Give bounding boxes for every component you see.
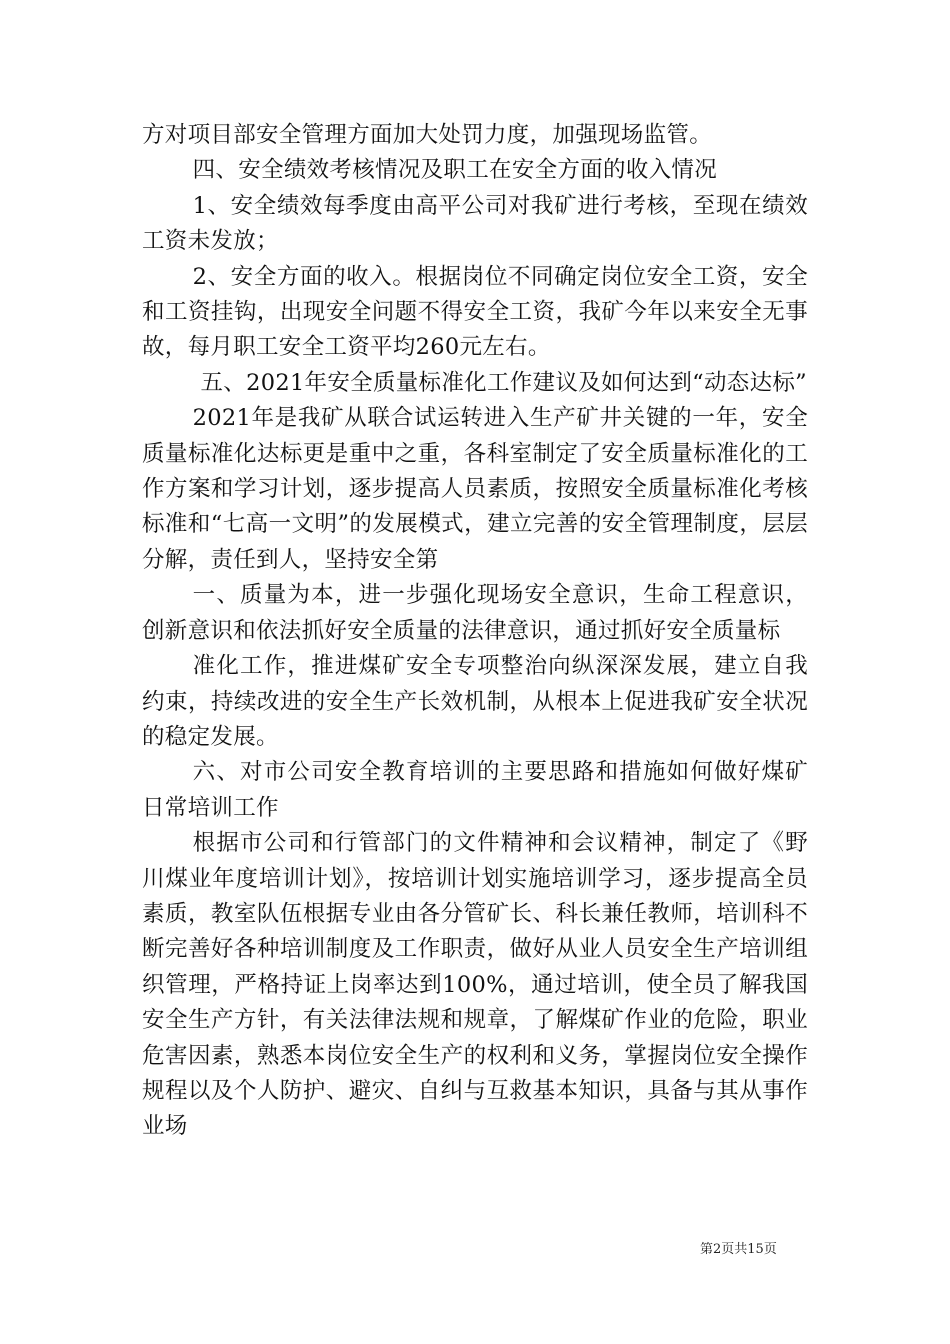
paragraph-training: 根据市公司和行管部门的文件精神和会议精神，制定了《野川煤业年度培训计划》，按培训计划实施培训学习，逐步提高全员素质，教室队伍根据专业由各分管矿长、科长兼任教师，培训科不断完善好各种培训制度及工作职责，做好从业人员安全生产培训组织管理，严格持证上岗率达到100%，通过培训，使全员了解我国安全生产方针，有关法律法规和规章，了解煤矿作业的危险，职业危害因素，熟悉本岗位安全生产的权利和义务，掌握岗位安全操作规程以及个人防护、避灾、自纠与互救基本知识，具备与其从事作业场 [142,830,808,1140]
paragraph-2021-plan: 2021年是我矿从联合试运转进入生产矿井关键的一年，安全质量标准化达标更是重中之重，各科室制定了安全质量标准化的工作方案和学习计划，逐步提高人员素质，按照安全质量标准化考核标准和“七高一文明”的发展模式，建立完善的安全管理制度，层层分解，责任到人，坚持安全第 [142,405,808,573]
section-heading-6: 六、对市公司安全教育培训的主要思路和措施如何做好煤矿日常培训工作 [142,759,808,821]
paragraph-continuation: 方对项目部安全管理方面加大处罚力度，加强现场监管。 [142,122,713,148]
paragraph-standardization: 准化工作，推进煤矿安全专项整治向纵深深发展，建立自我约束，持续改进的安全生产长效机制，从根本上促进我矿安全状况的稳定发展。 [142,653,808,750]
document-body [142,118,808,1145]
page-number: 第2页共15页 [700,1242,777,1257]
paragraph-quality-first: 一、质量为本，进一步强化现场安全意识，生命工程意识，创新意识和依法抓好安全质量的法律意识，通过抓好安全质量标 [142,582,808,644]
section-heading-5: 五、2021年安全质量标准化工作建议及如何达到“动态达标” [200,369,807,396]
list-item-1: 1、安全绩效每季度由高平公司对我矿进行考核，至现在绩效工资未发放； [142,192,808,255]
section-heading-4: 四、安全绩效考核情况及职工在安全方面的收入情况 [192,157,718,184]
list-item-2: 2、安全方面的收入。根据岗位不同确定岗位安全工资，安全和工资挂钩，出现安全问题不得安全工资，我矿今年以来安全无事故，每月职工安全工资平均260元左右。 [142,263,808,361]
